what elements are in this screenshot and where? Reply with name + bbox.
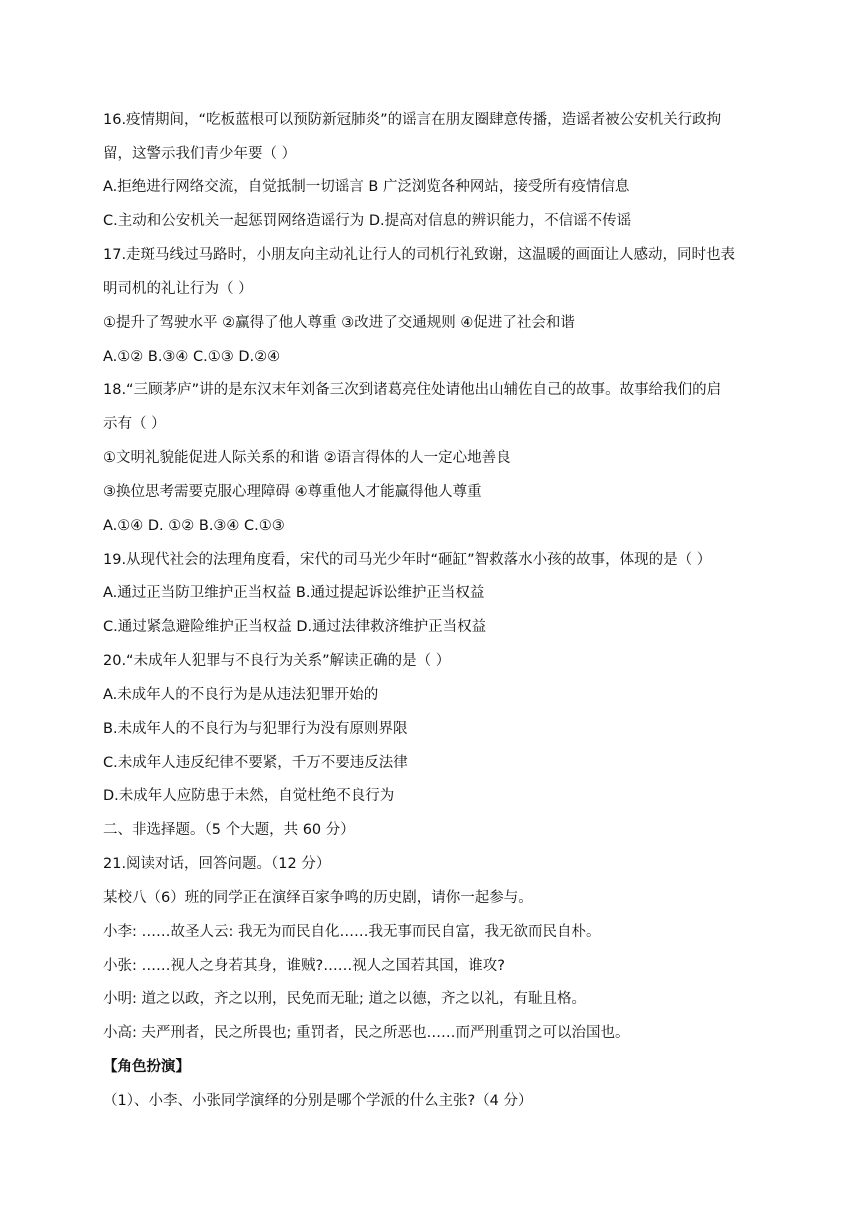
question-20-option-d: D.未成年人应防患于未然，自觉杜绝不良行为 — [103, 788, 395, 804]
question-16-stem-line-1: 16.疫情期间，“吃板蓝根可以预防新冠肺炎”的谣言在朋友圈肆意传播，造谣者被公安机关行政拘 — [103, 112, 722, 128]
question-21-intro: 某校八（6）班的同学正在演绎百家争鸣的历史剧，请你一起参与。 — [103, 890, 533, 906]
question-20-option-a: A.未成年人的不良行为是从违法犯罪开始的 — [103, 687, 379, 703]
question-17-stem-line-2: 明司机的礼让行为（ ） — [103, 281, 253, 297]
question-17-statements: ①提升了驾驶水平 ②赢得了他人尊重 ③改进了交通规则 ④促进了社会和谐 — [103, 315, 575, 331]
question-16-options-cd: C.主动和公安机关一起惩罚网络造谣行为 D.提高对信息的辨识能力，不信谣不传谣 — [103, 213, 632, 229]
question-20-option-b: B.未成年人的不良行为与犯罪行为没有原则界限 — [103, 721, 408, 737]
dialogue-xiao-ming: 小明: 道之以政，齐之以刑，民免而无耻; 道之以德，齐之以礼，有耻且格。 — [103, 991, 586, 1007]
question-21-stem: 21.阅读对话，回答问题。（12 分） — [103, 856, 331, 872]
question-18-statements-3-4: ③换位思考需要克服心理障碍 ④尊重他人才能赢得他人尊重 — [103, 484, 482, 500]
question-16-stem-line-2: 留，这警示我们青少年要（ ） — [103, 146, 297, 162]
question-17-options: A.①② B.③④ C.①③ D.②④ — [103, 349, 281, 365]
question-18-stem-line-1: 18.“三顾茅庐”讲的是东汉末年刘备三次到诸葛亮住处请他出山辅佐自己的故事。故事给我们的启 — [103, 382, 722, 398]
question-20-option-c: C.未成年人违反纪律不要紧，千万不要违反法律 — [103, 755, 408, 771]
question-19-options-ab: A.通过正当防卫维护正当权益 B.通过提起诉讼维护正当权益 — [103, 585, 485, 601]
question-19-stem: 19.从现代社会的法理角度看，宋代的司马光少年时“砸缸”智救落水小孩的故事，体现的是（ ） — [103, 552, 712, 568]
question-18-options: A.①④ D. ①② B.③④ C.①③ — [103, 518, 285, 534]
question-20-stem: 20.“未成年人犯罪与不良行为关系”解读正确的是（ ） — [103, 653, 451, 669]
question-18-stem-line-2: 示有（ ） — [103, 416, 166, 432]
question-19-options-cd: C.通过紧急避险维护正当权益 D.通过法律救济维护正当权益 — [103, 619, 487, 635]
question-16-options-ab: A.拒绝进行网络交流，自觉抵制一切谣言 B 广泛浏览各种网站，接受所有疫情信息 — [103, 179, 630, 195]
question-18-statements-1-2: ①文明礼貌能促进人际关系的和谐 ②语言得体的人一定心地善良 — [103, 450, 511, 466]
section-2-heading: 二、非选择题。（5 个大题，共 60 分） — [103, 822, 355, 838]
dialogue-xiao-gao: 小高: 夫严刑者，民之所畏也; 重罚者，民之所恶也……而严刑重罚之可以治国也。 — [103, 1025, 630, 1041]
role-play-heading: 【角色扮演】 — [103, 1059, 190, 1075]
dialogue-xiao-li: 小李: ……故圣人云: 我无为而民自化……我无事而民自富，我无欲而民自朴。 — [103, 924, 601, 940]
question-17-stem-line-1: 17.走斑马线过马路时，小朋友向主动礼让行人的司机行礼致谢，这温暖的画面让人感动，同时也表 — [103, 247, 736, 263]
question-21-sub-1: （1）、小李、小张同学演绎的分别是哪个学派的什么主张?（4 分） — [103, 1093, 533, 1109]
dialogue-xiao-zhang: 小张: ……视人之身若其身，谁贼?……视人之国若其国，谁攻? — [103, 958, 505, 974]
